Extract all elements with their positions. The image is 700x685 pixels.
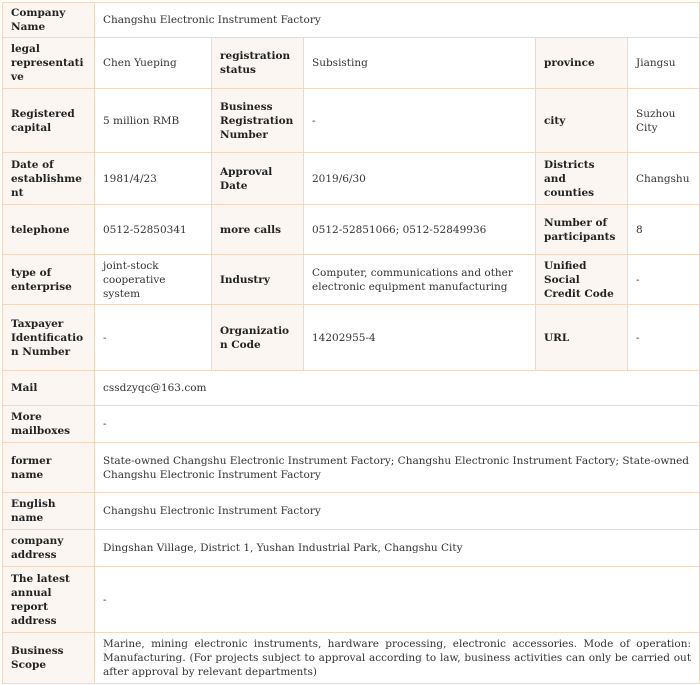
- city-value: Suzhou City: [628, 89, 700, 153]
- row-company-name: [3, 3, 700, 38]
- province-label: province: [536, 38, 628, 89]
- former-name-label: former name: [3, 443, 95, 493]
- english-name-value: Changshu Electronic Instrument Factory: [95, 493, 700, 530]
- telephone-label: telephone: [3, 205, 95, 255]
- row-mail: [3, 371, 700, 406]
- business-scope-value: Marine, mining electronic instruments, hardware processing, electronic accessories. Mode of operation: Manufacturing. (For projects subject to approval according to law, business activities can only be carried out after approval by relevant departments): [95, 633, 700, 684]
- type-of-enterprise-value: joint-stock cooperative system: [95, 255, 212, 305]
- more-mailboxes-value: -: [95, 406, 700, 443]
- company-name-value: Changshu Electronic Instrument Factory: [95, 3, 700, 38]
- type-of-enterprise-label: type of enterprise: [3, 255, 95, 305]
- approval-date-label: Approval Date: [212, 153, 304, 205]
- city-label: city: [536, 89, 628, 153]
- date-of-establishment-value: 1981/4/23: [95, 153, 212, 205]
- row-english-name: [3, 493, 700, 530]
- company-name-label: Company Name: [3, 3, 95, 38]
- registered-capital-value: 5 million RMB: [95, 89, 212, 153]
- english-name-label: English name: [3, 493, 95, 530]
- company-address-label: company address: [3, 530, 95, 567]
- row-date-of-establishment: [3, 153, 700, 205]
- telephone-value: 0512-52850341: [95, 205, 212, 255]
- unified-social-credit-code-value: -: [628, 255, 700, 305]
- province-value: Jiangsu: [628, 38, 700, 89]
- row-annual-report-address: [3, 567, 700, 633]
- row-former-name: [3, 443, 700, 493]
- business-registration-number-label: Business Registration Number: [212, 89, 304, 153]
- row-type-of-enterprise: [3, 255, 700, 305]
- more-calls-value: 0512-52851066; 0512-52849936: [304, 205, 536, 255]
- row-telephone: [3, 205, 700, 255]
- registration-status-value: Subsisting: [304, 38, 536, 89]
- annual-report-address-label: The latest annual report address: [3, 567, 95, 633]
- mail-label: Mail: [3, 371, 95, 406]
- company-address-value: Dingshan Village, District 1, Yushan Industrial Park, Changshu City: [95, 530, 700, 567]
- more-mailboxes-label: More mailboxes: [3, 406, 95, 443]
- row-company-address: [3, 530, 700, 567]
- row-registered-capital: [3, 89, 700, 153]
- registration-status-label: registration status: [212, 38, 304, 89]
- taxpayer-identification-number-label: Taxpayer Identification Number: [3, 305, 95, 371]
- districts-and-counties-value: Changshu: [628, 153, 700, 205]
- unified-social-credit-code-label: Unified Social Credit Code: [536, 255, 628, 305]
- annual-report-address-value: -: [95, 567, 700, 633]
- company-info-table: [2, 2, 700, 684]
- row-business-scope: [3, 633, 700, 684]
- registered-capital-label: Registered capital: [3, 89, 95, 153]
- industry-value: Computer, communications and other electronic equipment manufacturing: [304, 255, 536, 305]
- date-of-establishment-label: Date of establishment: [3, 153, 95, 205]
- legal-representative-label: legal representative: [3, 38, 95, 89]
- number-of-participants-value: 8: [628, 205, 700, 255]
- districts-and-counties-label: Districts and counties: [536, 153, 628, 205]
- taxpayer-identification-number-value: -: [95, 305, 212, 371]
- organization-code-value: 14202955-4: [304, 305, 536, 371]
- industry-label: Industry: [212, 255, 304, 305]
- url-value: -: [628, 305, 700, 371]
- row-taxpayer-identification-number: [3, 305, 700, 371]
- number-of-participants-label: Number of participants: [536, 205, 628, 255]
- row-legal-representative: [3, 38, 700, 89]
- organization-code-label: Organization Code: [212, 305, 304, 371]
- business-registration-number-value: -: [304, 89, 536, 153]
- approval-date-value: 2019/6/30: [304, 153, 536, 205]
- more-calls-label: more calls: [212, 205, 304, 255]
- business-scope-label: Business Scope: [3, 633, 95, 684]
- legal-representative-value: Chen Yueping: [95, 38, 212, 89]
- url-label: URL: [536, 305, 628, 371]
- former-name-value: State-owned Changshu Electronic Instrument Factory; Changshu Electronic Instrument Factory; State-owned Changshu Electronic Instrument Factory: [95, 443, 700, 493]
- mail-value: cssdzyqc@163.com: [95, 371, 700, 406]
- row-more-mailboxes: [3, 406, 700, 443]
